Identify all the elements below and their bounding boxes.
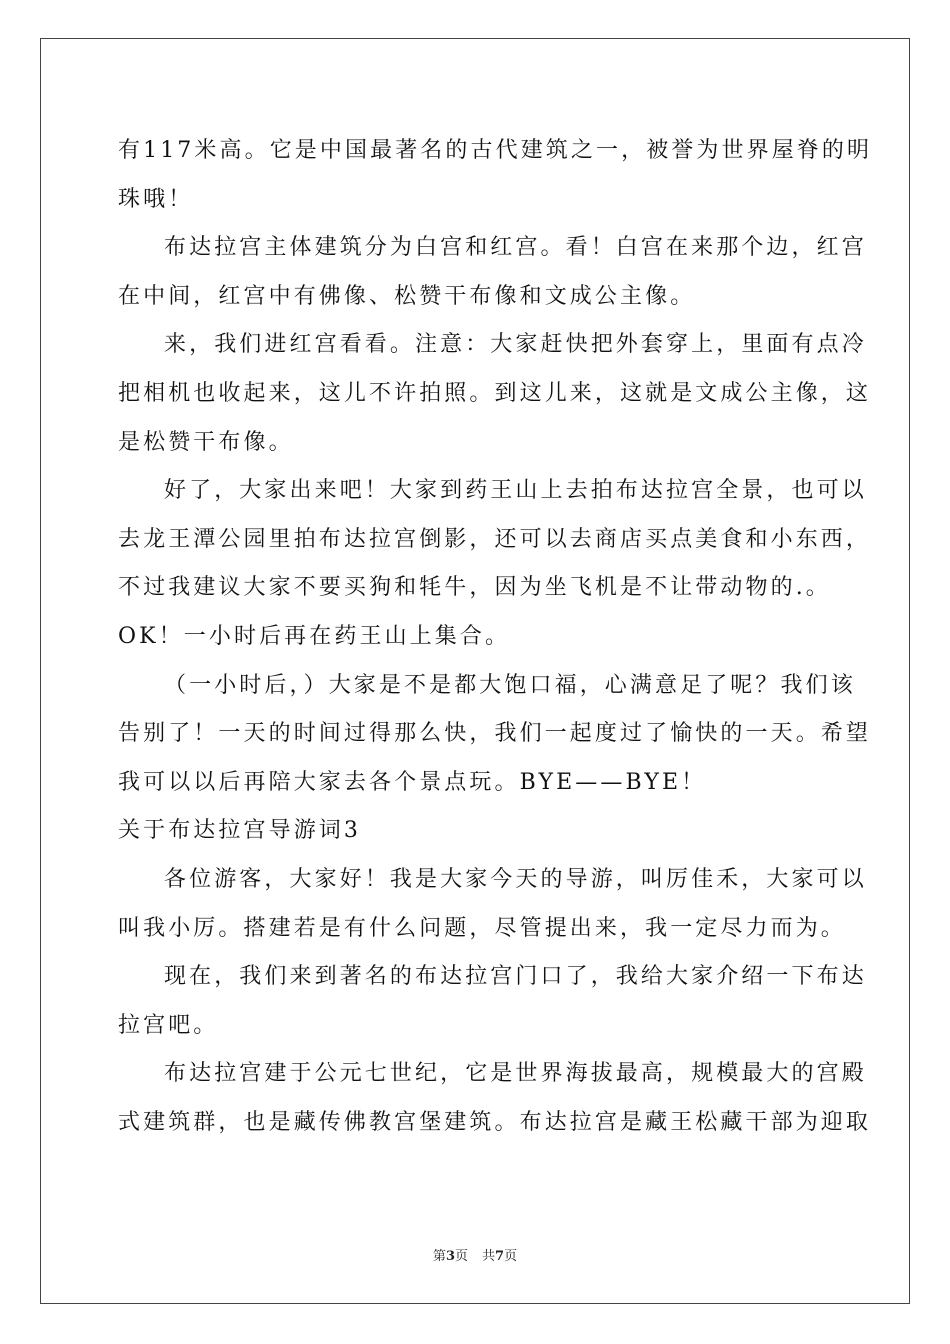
text-line: 来，我们进红宫看看。注意：大家赶快把外套穿上，里面有点冷 [164, 332, 867, 358]
text-line: 式建筑群，也是藏传佛教宫堡建筑。布达拉宫是藏王松藏干部为迎取 [118, 1109, 872, 1135]
footer-total-suffix: 页 [504, 1249, 518, 1264]
text-line: 拉宫吧。 [118, 1012, 219, 1038]
text-line: 珠哦！ [118, 186, 194, 212]
text-line: 各位游客，大家好！我是大家今天的导游，叫厉佳禾，大家可以 [164, 866, 867, 892]
text-line: 布达拉宫建于公元七世纪，它是世界海拔最高，规模最大的宫殿 [164, 1061, 867, 1087]
text-line: 布达拉宫主体建筑分为白宫和红宫。看！白宫在来那个边，红宫 [164, 235, 867, 261]
text-line: 告别了！一天的时间过得那么快，我们一起度过了愉快的一天。希望 [118, 721, 872, 747]
footer-page-suffix: 页 [454, 1249, 468, 1264]
text-line: （一小时后，）大家是不是都大饱口福，心满意足了呢？我们该 [164, 672, 856, 698]
footer-page-number: 3 [445, 1249, 455, 1264]
footer-page-prefix: 第 [432, 1249, 446, 1264]
text-line: 有117米高。它是中国最著名的古代建筑之一，被誉为世界屋脊的明 [118, 138, 873, 163]
text-line: 去龙王潭公园里拍布达拉宫倒影，还可以去商店买点美食和小东西， [118, 526, 872, 552]
footer-total-prefix: 共 [482, 1249, 496, 1264]
text-line: OK！一小时后再在药王山上集合。 [118, 623, 511, 649]
text-line: 关于布达拉宫导游词3 [118, 818, 361, 844]
document-body [118, 127, 873, 1147]
page-footer [0, 1245, 950, 1264]
text-line: 不过我建议大家不要买狗和牦牛，因为坐飞机是不让带动物的.。 [118, 575, 831, 601]
text-line: 好了，大家出来吧！大家到药王山上去拍布达拉宫全景，也可以 [164, 478, 867, 504]
text-line: 在中间，红宫中有佛像、松赞干布像和文成公主像。 [118, 283, 696, 309]
text-line: 我可以以后再陪大家去各个景点玩。BYE——BYE！ [118, 769, 707, 795]
footer-total-number: 7 [495, 1249, 505, 1264]
text-line: 是松赞干布像。 [118, 429, 294, 455]
text-line: 把相机也收起来，这儿不许拍照。到这儿来，这就是文成公主像，这 [118, 380, 872, 406]
text-line: 叫我小厉。搭建若是有什么问题，尽管提出来，我一定尽力而为。 [118, 915, 846, 941]
text-line: 现在，我们来到著名的布达拉宫门口了，我给大家介绍一下布达 [164, 964, 867, 990]
